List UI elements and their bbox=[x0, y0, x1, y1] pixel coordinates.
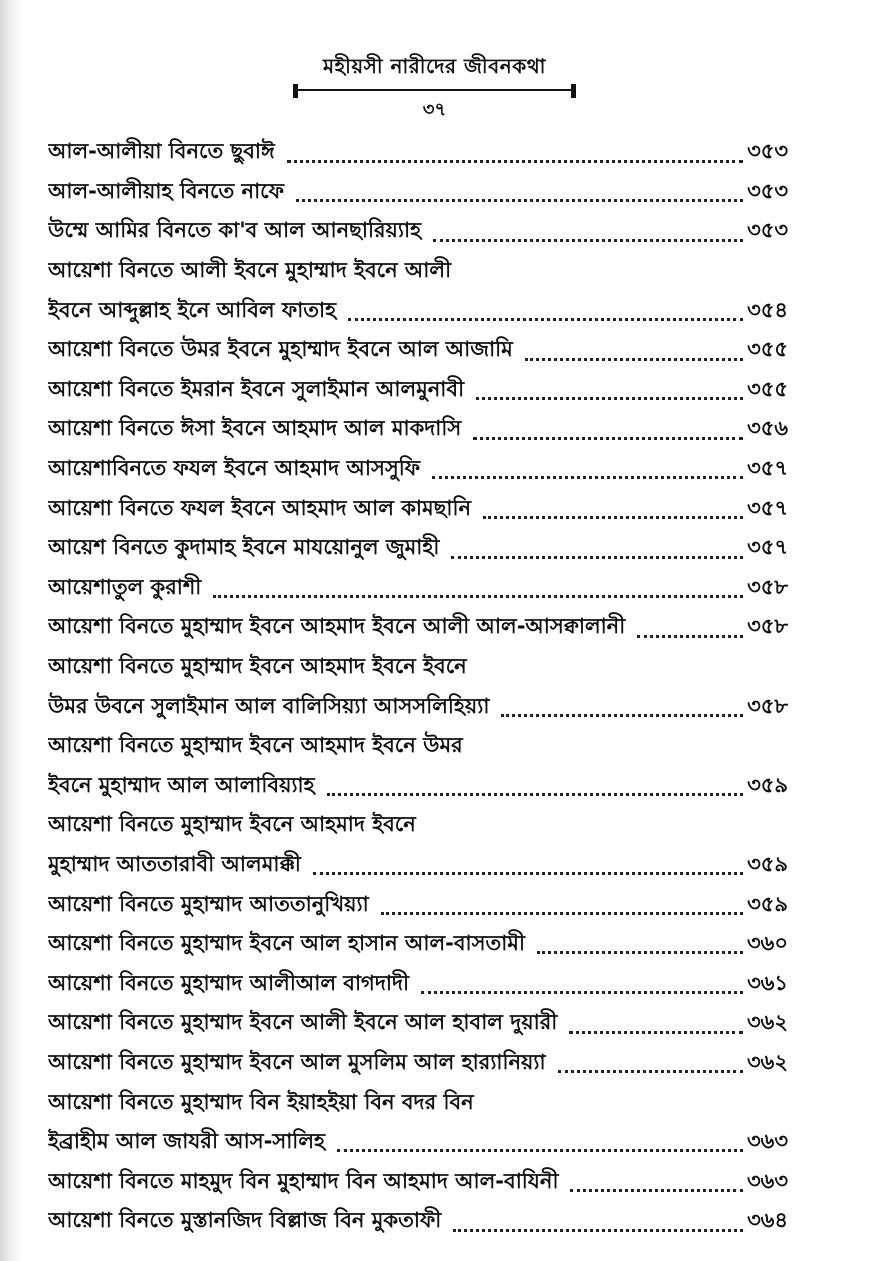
dot-leader bbox=[313, 871, 743, 875]
toc-entry bbox=[48, 569, 788, 609]
dot-leader bbox=[537, 950, 743, 954]
toc-entry-title: আয়েশা বিনতে মুহাম্মাদ আলীআল বাগদাদী bbox=[48, 970, 409, 995]
toc-entry-title: ইব্রাহীম আল জাযরী আস-সালিহ bbox=[48, 1129, 325, 1154]
toc-entry-page: ৩৬২ bbox=[747, 1010, 788, 1035]
toc-entry-page: ৩৫৫ bbox=[747, 376, 788, 401]
toc-entry-page: ৩৬৪ bbox=[747, 1208, 788, 1233]
toc-entry-page: ৩৬৩ bbox=[747, 1129, 788, 1154]
toc-entry-page: ৩৬০ bbox=[747, 931, 788, 956]
book-title: মহীয়সী নারীদের জীবনকথা bbox=[323, 54, 546, 78]
toc-entry-title: আয়েশা বিনতে মুহাম্মাদ বিন ইয়াহইয়া বিন বদর বিন bbox=[48, 1089, 474, 1114]
toc-entry bbox=[48, 291, 788, 331]
dot-leader bbox=[381, 911, 743, 915]
toc-entry bbox=[48, 648, 788, 688]
toc-entry-title: আয়েশা বিনতে মুহাম্মাদ ইবনে আল মুসলিম আল হার‍্যানিয়্যা bbox=[48, 1049, 546, 1074]
header-title-bar bbox=[293, 52, 576, 91]
dot-leader bbox=[483, 515, 743, 519]
toc-entry-page: ৩৬২ bbox=[747, 1049, 788, 1074]
toc-entry bbox=[48, 885, 788, 925]
toc-entry bbox=[48, 806, 788, 846]
toc-entry-page: ৩৫৩ bbox=[747, 139, 788, 164]
header-rule-cap-left bbox=[293, 84, 298, 98]
toc-entry bbox=[48, 212, 788, 252]
toc-entry-title: আয়েশা বিনতে মুহাম্মাদ ইবনে আলী ইবনে আল হাবাল দুয়ারী bbox=[48, 1010, 558, 1035]
toc-entry bbox=[48, 410, 788, 450]
toc-entry-page: ৩৬১ bbox=[747, 970, 788, 995]
toc-entry-title: আয়েশা বিনতে মুহাম্মাদ আততানুখিয়্যা bbox=[48, 891, 369, 916]
toc-entry-title: আয়েশা বিনতে মুহাম্মাদ ইবনে আহমাদ ইবনে আলী আল-আসক্বালানী bbox=[48, 614, 626, 639]
page-number: ৩৭ bbox=[422, 99, 447, 120]
toc-entry-page: ৩৬৩ bbox=[747, 1168, 788, 1193]
toc-entry-title: আয়েশা বিনতে মাহমুদ বিন মুহাম্মাদ বিন আহমাদ আল-বাযিনী bbox=[48, 1168, 559, 1193]
toc-entry-title: আয়েশা বিনতে মুহাম্মাদ ইবনে আহমাদ ইবনে ইবনে bbox=[48, 654, 467, 679]
page-header bbox=[0, 52, 869, 126]
dot-leader bbox=[558, 1069, 743, 1073]
table-of-contents bbox=[48, 133, 788, 1242]
toc-entry-title: আয়েশা বিনতে মুহাম্মাদ ইবনে আহমাদ ইবনে bbox=[48, 812, 416, 837]
toc-entry bbox=[48, 846, 788, 886]
toc-entry-page: ৩৫৯ bbox=[747, 891, 788, 916]
toc-entry-page: ৩৫৭ bbox=[747, 456, 788, 481]
toc-entry bbox=[48, 1004, 788, 1044]
dot-leader bbox=[501, 713, 743, 717]
toc-entry bbox=[48, 608, 788, 648]
dot-leader bbox=[453, 1228, 743, 1232]
toc-entry bbox=[48, 450, 788, 490]
toc-entry bbox=[48, 1044, 788, 1084]
toc-entry bbox=[48, 331, 788, 371]
toc-entry bbox=[48, 371, 788, 411]
dot-leader bbox=[451, 555, 743, 559]
toc-entry-title: আয়েশাবিনতে ফযল ইবনে আহমাদ আসসুফি bbox=[48, 456, 421, 481]
toc-entry-page: ৩৫৫ bbox=[747, 337, 788, 362]
toc-entry bbox=[48, 173, 788, 213]
toc-entry-page: ৩৫৯ bbox=[747, 772, 788, 797]
toc-entry bbox=[48, 964, 788, 1004]
toc-entry-title: আয়েশা বিনতে আলী ইবনে মুহাম্মাদ ইবনে আলী bbox=[48, 258, 452, 283]
toc-entry bbox=[48, 1123, 788, 1163]
dot-leader bbox=[569, 1030, 743, 1034]
toc-entry bbox=[48, 252, 788, 292]
toc-entry-title: আল-আলীয়াহ বিনতে নাফে bbox=[48, 178, 284, 203]
toc-entry bbox=[48, 489, 788, 529]
dot-leader bbox=[637, 634, 743, 638]
toc-entry bbox=[48, 529, 788, 569]
header-rule-cap-right bbox=[571, 84, 576, 98]
dot-leader bbox=[337, 1148, 743, 1152]
toc-entry-page: ৩৫৪ bbox=[747, 297, 788, 322]
toc-entry-page: ৩৫৬ bbox=[747, 416, 788, 441]
toc-entry bbox=[48, 133, 788, 173]
dot-leader bbox=[421, 990, 743, 994]
dot-leader bbox=[473, 436, 743, 440]
toc-entry-page: ৩৫৩ bbox=[747, 218, 788, 243]
toc-entry-title: আয়েশ বিনতে কুদামাহ ইবনে মাযয়োনুল জুমাহী bbox=[48, 535, 440, 560]
toc-entry-title: আয়েশা বিনতে ঈসা ইবনে আহমাদ আল মাকদাসি bbox=[48, 416, 462, 441]
toc-entry bbox=[48, 727, 788, 767]
dot-leader bbox=[327, 792, 743, 796]
dot-leader bbox=[348, 317, 743, 321]
dot-leader bbox=[433, 238, 743, 242]
toc-entry-title: উম্মে আমির বিনতে কা'ব আল আনছারিয়্যাহ bbox=[48, 218, 422, 243]
toc-entry-title: আয়েশা বিনতে মুহাম্মাদ ইবনে আল হাসান আল-বাসতামী bbox=[48, 931, 525, 956]
toc-entry-page: ৩৫৭ bbox=[747, 535, 788, 560]
toc-entry-title: আয়েশা বিনতে উমর ইবনে মুহাম্মাদ ইবনে আল আজামি bbox=[48, 337, 513, 362]
header-rule bbox=[297, 89, 572, 91]
dot-leader bbox=[287, 159, 743, 163]
toc-entry-title: ইবনে আব্দুল্লাহ ইনে আবিল ফাতাহ bbox=[48, 297, 337, 322]
toc-entry bbox=[48, 1083, 788, 1123]
dot-leader bbox=[570, 1188, 743, 1192]
toc-entry-title: আয়েশা বিনতে ফযল ইবনে আহমাদ আল কামছানি bbox=[48, 495, 472, 520]
toc-entry-title: ইবনে মুহাম্মাদ আল আলাবিয়্যাহ bbox=[48, 772, 315, 797]
toc-entry-page: ৩৫৩ bbox=[747, 178, 788, 203]
toc-entry-page: ৩৫৮ bbox=[747, 574, 788, 599]
toc-entry-page: ৩৫৮ bbox=[747, 614, 788, 639]
dot-leader bbox=[476, 396, 743, 400]
toc-entry bbox=[48, 767, 788, 807]
toc-entry bbox=[48, 925, 788, 965]
toc-entry-title: আয়েশা বিনতে মুহাম্মাদ ইবনে আহমাদ ইবনে উমর bbox=[48, 733, 463, 758]
dot-leader bbox=[296, 198, 743, 202]
toc-entry bbox=[48, 687, 788, 727]
dot-leader bbox=[432, 475, 743, 479]
toc-entry bbox=[48, 1202, 788, 1242]
toc-entry bbox=[48, 1162, 788, 1202]
toc-entry-page: ৩৫৭ bbox=[747, 495, 788, 520]
toc-entry-page: ৩৫৮ bbox=[747, 693, 788, 718]
toc-entry-title: আয়েশাতুল কুরাশী bbox=[48, 574, 202, 599]
toc-entry-title: আল-আলীয়া বিনতে ছুবাঈ bbox=[48, 139, 275, 164]
toc-entry-title: উমর উবনে সুলাইমান আল বালিসিয়্যা আসসলিহিয়্যা bbox=[48, 693, 490, 718]
toc-entry-title: আয়েশা বিনতে মুস্তানজিদ বিল্লাজ বিন মুকতাফী bbox=[48, 1208, 442, 1233]
dot-leader bbox=[525, 357, 743, 361]
page-gutter-shadow bbox=[0, 0, 22, 1261]
dot-leader bbox=[213, 594, 743, 598]
toc-entry-title: মুহাম্মাদ আততারাবী আলমাক্কী bbox=[48, 851, 301, 876]
toc-entry-title: আয়েশা বিনতে ইমরান ইবনে সুলাইমান আলমুনাবী bbox=[48, 376, 465, 401]
toc-entry-page: ৩৫৯ bbox=[747, 851, 788, 876]
